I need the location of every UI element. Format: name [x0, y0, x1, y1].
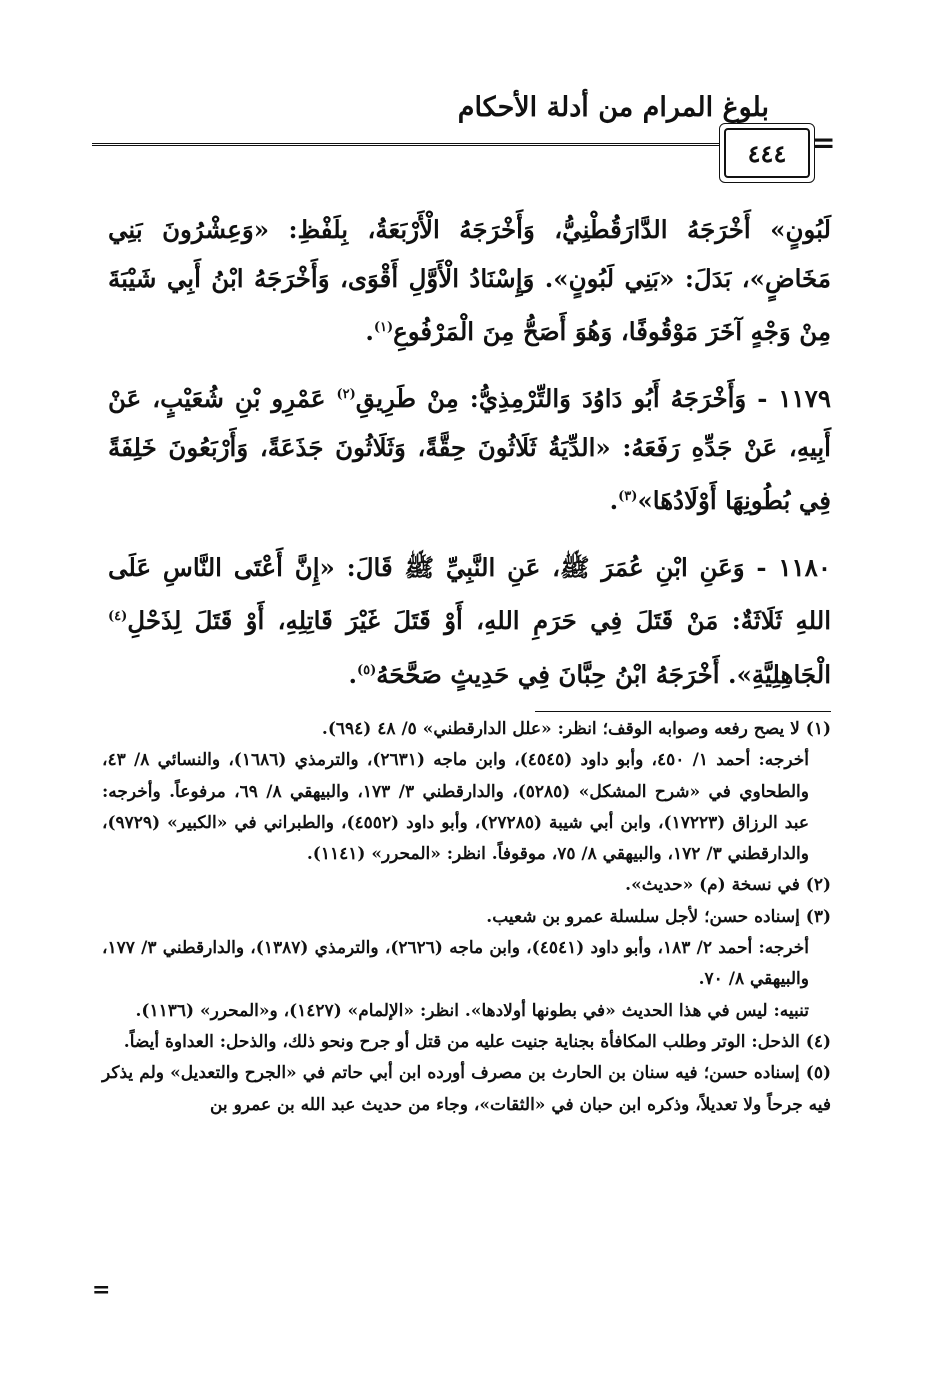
- footnote-3: (٣) إسناده حسن؛ لأجل سلسلة عمرو بن شعيب.: [486, 906, 831, 927]
- footnote-ref-4: (٤): [108, 609, 128, 625]
- header-equals-mark: =: [812, 126, 836, 159]
- footnote-5: (٥) إسناده حسن؛ فيه سنان بن الحارث بن مصرف أورده ابن أبي حاتم في «الجرح والتعديل» ولم يذكر فيه جرحاً ولا تعديلاً، وذكره ابن حبان في «الثقات»، وجاء من حديث عبد الله بن عمرو بن: [102, 1063, 831, 1115]
- footnote-3-note: تنبيه: ليس في هذا الحديث «في بطونها أولادها». انظر: «الإلمام» (١٤٢٧)، و«المحرر» (١١٣٦).: [135, 1000, 809, 1021]
- footnote-ref-1: (١): [373, 320, 394, 335]
- footnote-4: (٤) الذحل: الوتر وطلب المكافأة بجناية جنيت عليه من قتل أو جرح ونحو ذلك، والذحل: العداوة أيضاً.: [123, 1031, 831, 1052]
- footnote-3-sources: أخرجه: أحمد ٢/ ١٨٣، وأبو داود (٤٥٤١)، وابن ماجه (٢٦٢٦)، والترمذي (١٣٨٧)، والدارقطني ٣/ ١٧٧، والبيهقي ٨/ ٧٠.: [102, 938, 809, 990]
- main-text: [108, 205, 831, 699]
- header-rule-left: [92, 143, 720, 146]
- footnotes: [102, 714, 831, 1121]
- paragraph-1-text: لَبُونٍ» أَخْرَجَهُ الدَّارَقُطْنِيُّ، وَأَخْرَجَهُ الْأَرْبَعَةُ، بِلَفْظِ: «وَعِشْرُونَ بَنِي مَخَاضٍ»، بَدَلَ: «بَنِي لَبُونٍ». وَإِسْنَادُ الْأَوَّلِ أَقْوَى، وَأَخْرَجَهُ ابْنُ أَبِي شَيْبَةَ مِنْ وَجْهٍ آخَرَ مَوْقُوفًا، وَهُوَ أَصَحُّ مِنَ الْمَرْفُوعِ: [108, 215, 831, 347]
- hadith-1179-text-b: عَمْرِو بْنِ شُعَيْبٍ، عَنْ أَبِيهِ، عَنْ جَدِّهِ رَفَعَهُ: «الدِّيَةُ ثَلَاثُونَ حِقَّةً، وَثَلَاثُونَ جَذَعَةً، وَأَرْبَعُونَ خَلِفَةً فِي بُطُونِهَا أَوْلَادُهَا»: [108, 384, 831, 516]
- page-number-box: [724, 128, 810, 178]
- footnote-ref-5: (٥): [356, 662, 377, 678]
- hadith-1180: ١١٨٠ - وَعَنِ ابْنِ عُمَرَ ﷺ، عَنِ النَّبِيِّ ﷺ قَالَ: «إِنَّ أَعْتَى النَّاسِ عَلَى اللهِ ثَلَاثَةٌ: مَنْ قَتَلَ فِي حَرَمِ اللهِ، أَوْ قَتَلَ غَيْرَ قَاتِلِهِ، أَوْ قَتَلَ لِذَحْلِ$^{(٤)}$ الْجَاهِلِيَّةِ». أَخْرَجَهُ ابْنُ حِبَّانَ فِي حَدِيثٍ صَحَّحَهُ$^{(٥)}$.: [108, 553, 831, 689]
- footnote-2: (٢) في نسخة (م) «حديث».: [625, 875, 831, 896]
- hadith-1180-text: ١١٨٠ - وَعَنِ ابْنِ عُمَرَ ﷺ، عَنِ النَّبِيِّ ﷺ قَالَ: «إِنَّ أَعْتَى النَّاسِ عَلَى اللهِ ثَلَاثَةٌ: مَنْ قَتَلَ فِي حَرَمِ اللهِ، أَوْ قَتَلَ غَيْرَ قَاتِلِهِ، أَوْ قَتَلَ لِذَحْلِ: [108, 553, 831, 636]
- hadith-1179: ١١٧٩ - وَأَخْرَجَهُ أَبُو دَاوُدَ وَالتِّرْمِذِيُّ: مِنْ طَرِيقِ$^{(٢)}$ عَمْرِو بْنِ شُعَيْبٍ، عَنْ أَبِيهِ، عَنْ جَدِّهِ رَفَعَهُ: «الدِّيَةُ ثَلَاثُونَ حِقَّةً، وَثَلَاثُونَ جَذَعَةً، وَأَرْبَعُونَ خَلِفَةً فِي بُطُونِهَا أَوْلَادُهَا»$^{(٣)}$.: [108, 384, 831, 516]
- hadith-1180-text-b: الْجَاهِلِيَّةِ». أَخْرَجَهُ ابْنُ حِبَّانَ فِي حَدِيثٍ صَحَّحَهُ: [376, 659, 831, 689]
- footnote-ref-2: (٢): [336, 387, 356, 403]
- paragraph-continuation: لَبُونٍ» أَخْرَجَهُ الدَّارَقُطْنِيُّ، وَأَخْرَجَهُ الْأَرْبَعَةُ، بِلَفْظِ: «وَعِشْرُونَ بَنِي مَخَاضٍ»، بَدَلَ: «بَنِي لَبُونٍ». وَإِسْنَادُ الْأَوَّلِ أَقْوَى، وَأَخْرَجَهُ ابْنُ أَبِي شَيْبَةَ مِنْ وَجْهٍ آخَرَ مَوْقُوفًا، وَهُوَ أَصَحُّ مِنَ الْمَرْفُوعِ$^{(١)}$.: [108, 215, 831, 347]
- hadith-1179-text: ١١٧٩ - وَأَخْرَجَهُ أَبُو دَاوُدَ وَالتِّرْمِذِيُّ: مِنْ طَرِيقِ: [355, 384, 831, 414]
- page-number: ٤٤٤: [747, 138, 787, 168]
- running-header-title: بلوغ المرام من أدلة الأحكام: [457, 92, 769, 123]
- footnote-1: (١) لا يصح رفعه وصوابه الوقف؛ انظر: «علل الدارقطني» ٥/ ٤٨ (٦٩٤).: [321, 719, 831, 739]
- continuation-equals-mark: =: [92, 1277, 111, 1303]
- footnote-1-sources: أخرجه: أحمد ١/ ٤٥٠، وأبو داود (٤٥٤٥)، وابن ماجه (٢٦٣١)، والترمذي (١٦٨٦)، والنسائي ٨/ ٤٣، والطحاوي في «شرح المشكل» (٥٢٨٥)، والدارقطني ٣/ ١٧٣، والبيهقي ٨/ ٦٩، مرفوعاً. وأخرجه: عبد الرزاق (١٧٢٢٣)، وابن أبي شيبة (٢٧٢٨٥)، وأبو داود (٤٥٥٢)، والطبراني في «الكبير» (٩٧٢٩)، والدارقطني ٣/ ١٧٢، والبيهقي ٨/ ٧٥، موقوفاً. انظر: «المحرر» (١١٤١).: [102, 750, 809, 865]
- footnote-ref-3: (٣): [618, 489, 638, 505]
- footnote-separator: [535, 711, 831, 712]
